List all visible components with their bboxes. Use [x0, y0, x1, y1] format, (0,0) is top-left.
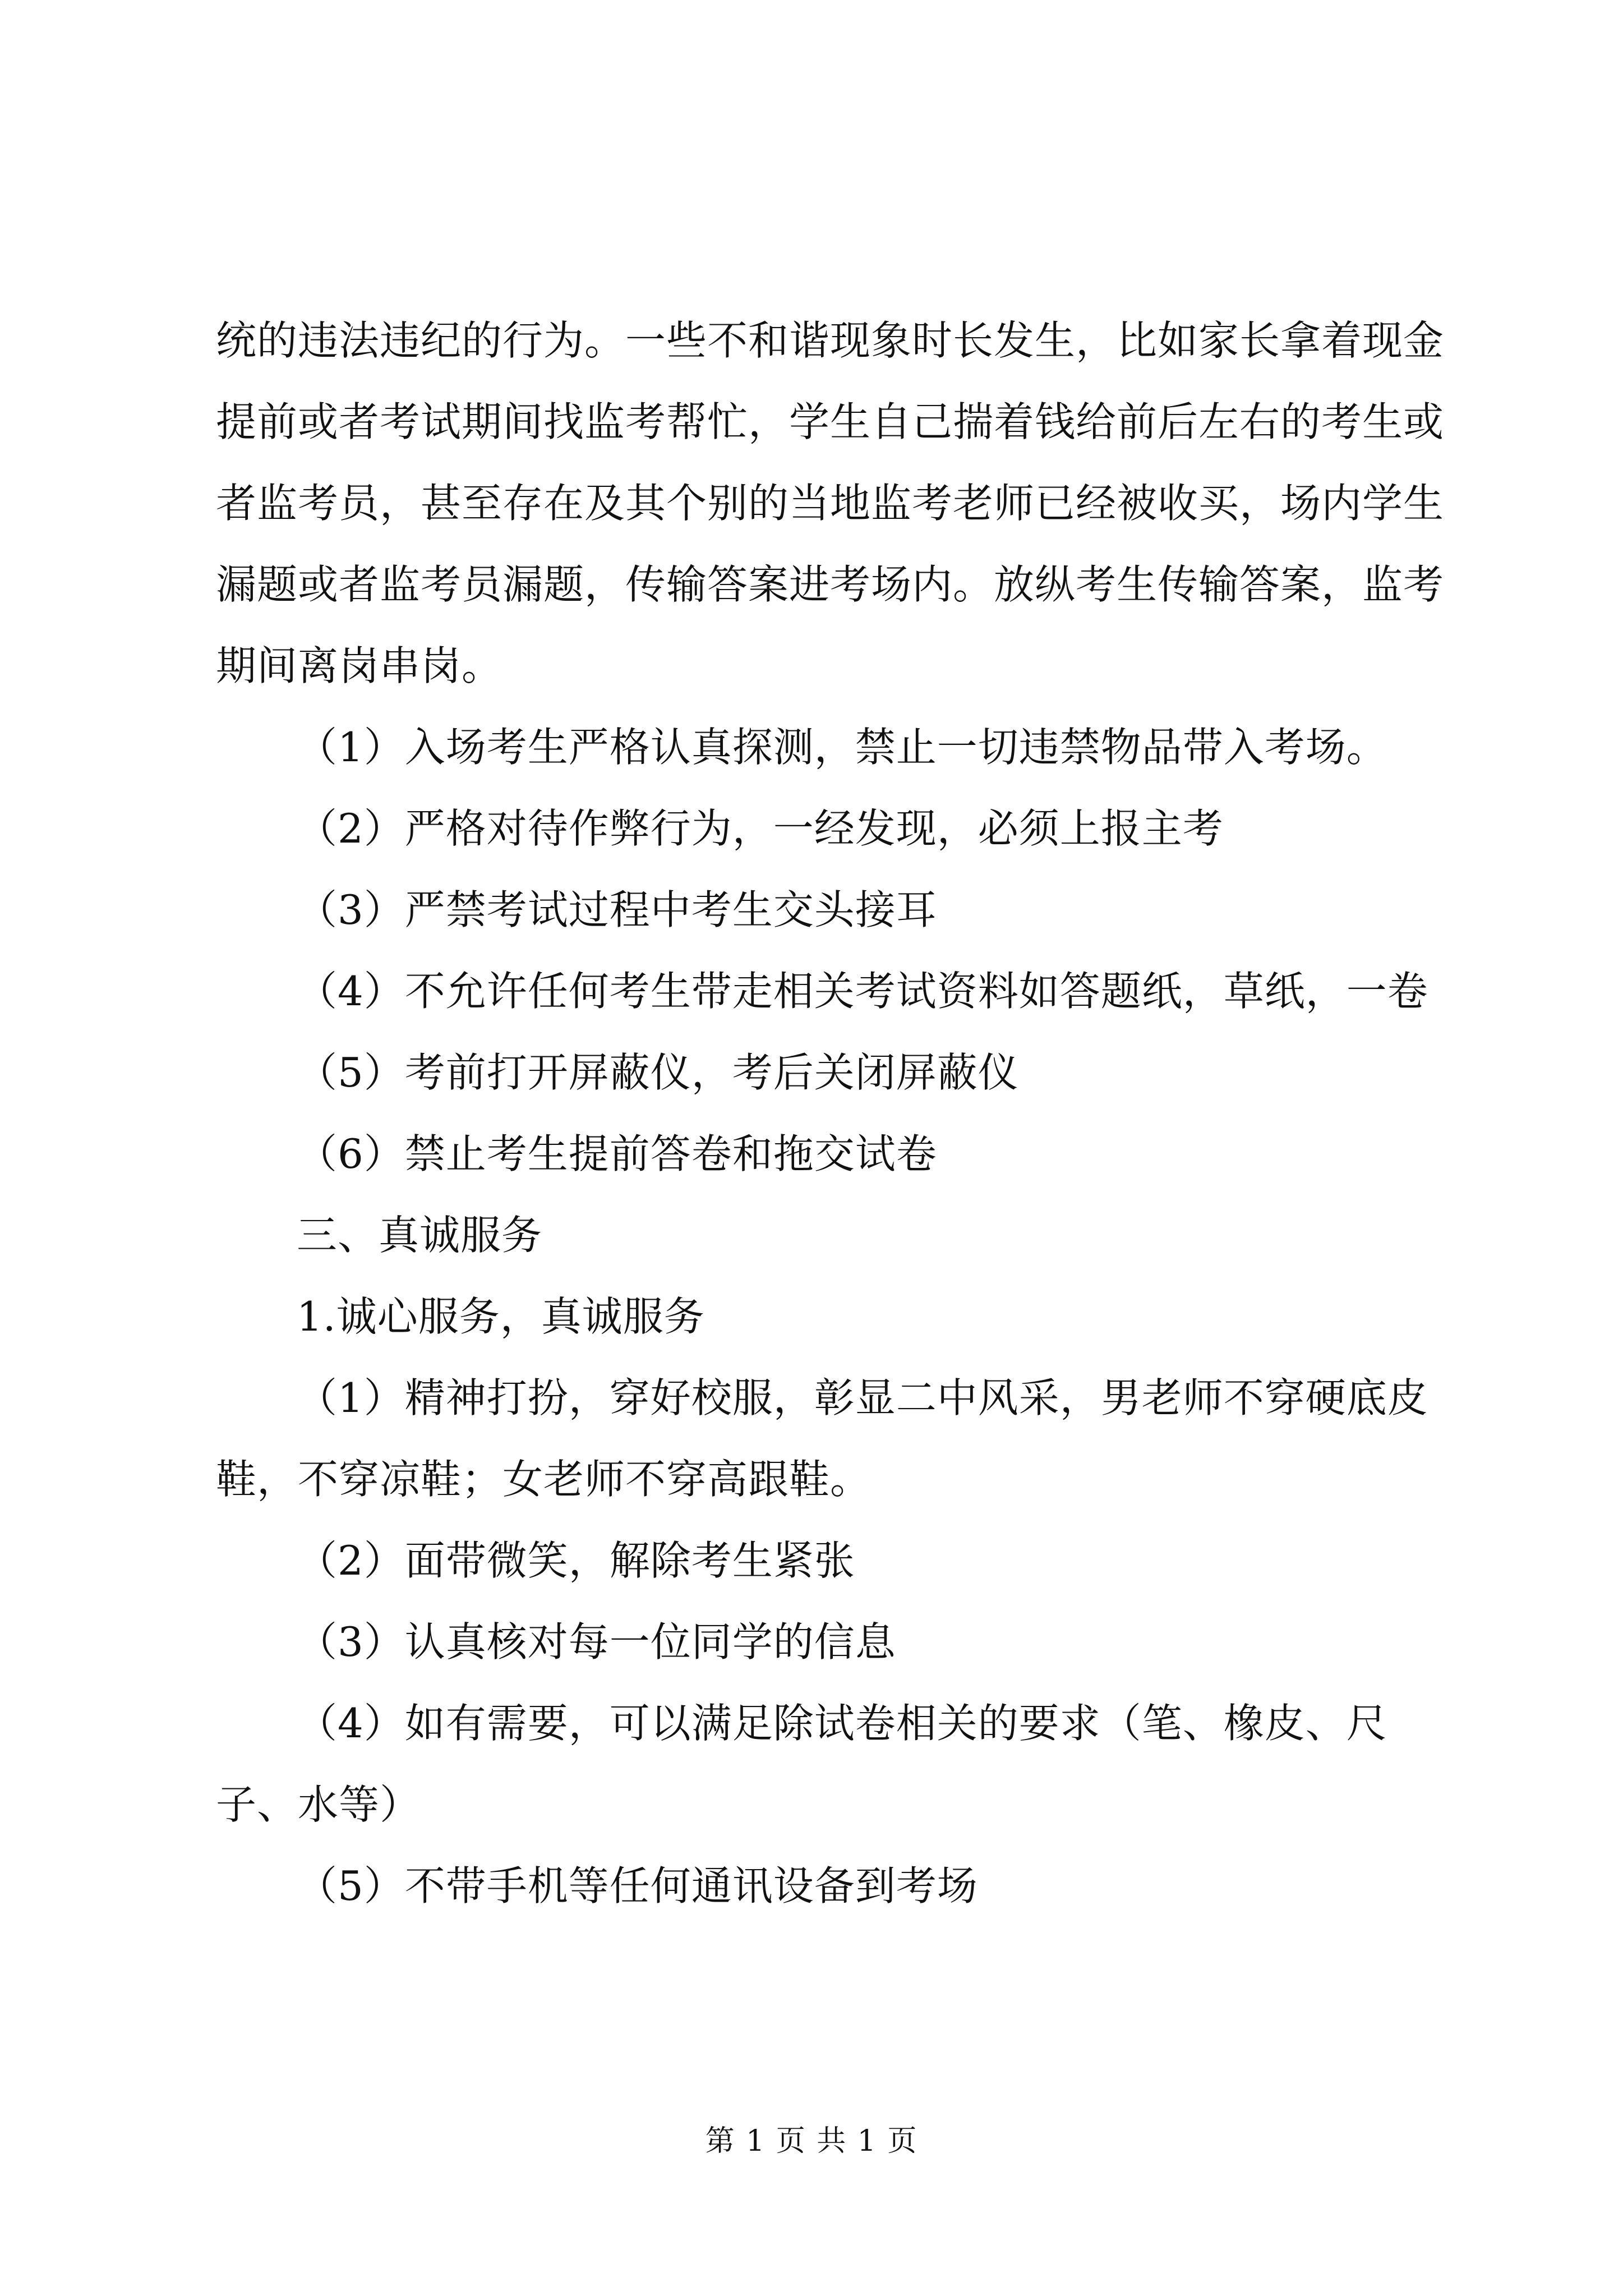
- paragraph-violations: 统的违法违纪的行为。一些不和谐现象时长发生，比如家长拿着现金提前或者考试期间找监考帮忙，学生自己揣着钱给前后左右的考生或者监考员，甚至存在及其个别的当地监考老师已经被收买，场内学生漏题或者监考员漏题，传输答案进考场内。放纵考生传输答案，监考期间离岗串岗。: [216, 317, 1445, 689]
- list-item-1-detection: （1）入场考生严格认真探测，禁止一切违禁物品带入考场。: [297, 724, 1387, 771]
- list-item-6-submission: （6）禁止考生提前答卷和拖交试卷: [297, 1130, 937, 1177]
- page-footer: 第 1 页 共 1 页: [705, 2124, 918, 2158]
- list-item-5-jammer: （5）考前打开屏蔽仪，考后关闭屏蔽仪: [297, 1049, 1019, 1096]
- list-item-2-cheating: （2）严格对待作弊行为，一经发现，必须上报主考: [297, 805, 1224, 852]
- service-item-3-verify: （3）认真核对每一位同学的信息: [297, 1618, 896, 1665]
- list-item-3-whispering: （3）严禁考试过程中考生交头接耳: [297, 886, 937, 933]
- document-body: [216, 300, 1450, 1927]
- subheading-1-service: 1.诚心服务，真诚服务: [297, 1293, 705, 1340]
- service-item-1-attire: （1）精神打扮，穿好校服，彰显二中风采，男老师不穿硬底皮鞋，不穿凉鞋；女老师不穿高跟鞋。: [216, 1374, 1428, 1503]
- list-item-4-materials: （4）不允许任何考生带走相关考试资料如答题纸，草纸，一卷: [297, 968, 1428, 1015]
- section-heading-sincere-service: 三、真诚服务: [297, 1212, 543, 1259]
- service-item-4-needs: （4）如有需要，可以满足除试卷相关的要求（笔、橡皮、尺子、水等）: [216, 1700, 1387, 1828]
- service-item-2-smile: （2）面带微笑，解除考生紧张: [297, 1537, 855, 1584]
- service-item-5-no-phone: （5）不带手机等任何通讯设备到考场: [297, 1862, 978, 1910]
